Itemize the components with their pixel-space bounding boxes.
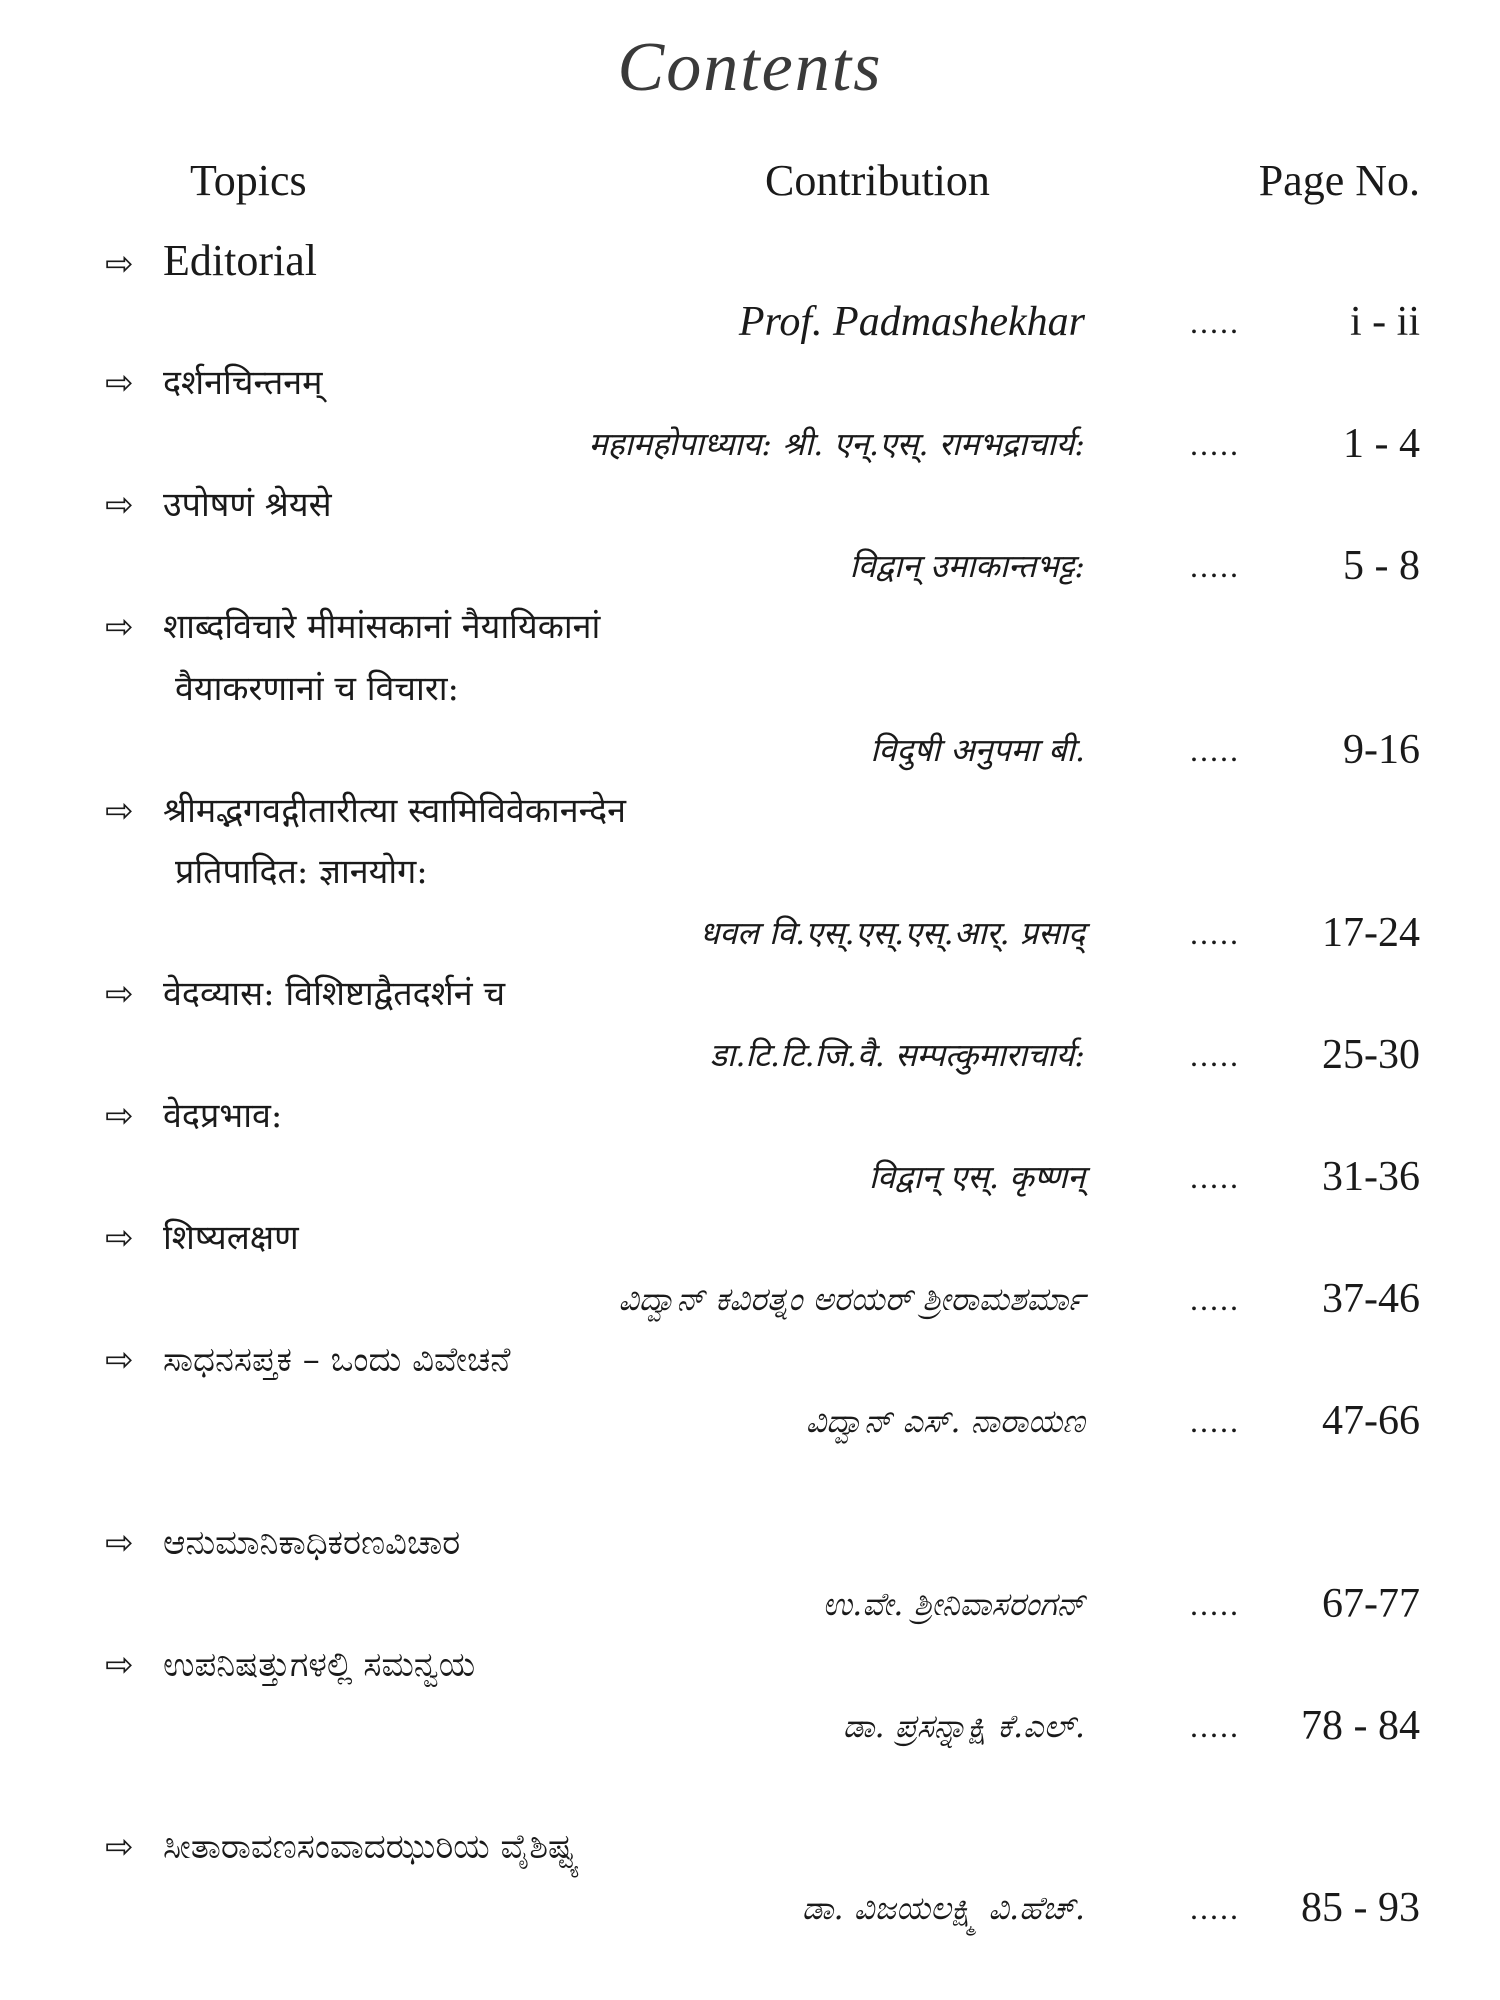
contributor-name: धवल वि.एस्.एस्.एस्.आर्. प्रसाद् — [699, 914, 1085, 952]
contributor-name: Prof. Padmashekhar — [738, 299, 1085, 345]
toc-entry-topic — [105, 236, 317, 286]
page-no-column-header: Page No. — [1258, 156, 1420, 205]
page-range: 17-24 — [1322, 910, 1420, 956]
page-range: 25-30 — [1322, 1032, 1420, 1078]
topic-title: ಆನುಮಾನಿಕಾಧಿಕರಣವಿಚಾರ — [163, 1523, 461, 1563]
arrow-icon: ⇨ — [105, 485, 134, 525]
page-range: 9-16 — [1343, 727, 1420, 773]
page-range: 1 - 4 — [1343, 421, 1420, 467]
arrow-icon: ⇨ — [105, 1523, 134, 1563]
contributor-name: ವಿದ್ವಾನ್ ಕವಿರತ್ನಂ ಅರಯರ್ ಶ್ರೀರಾಮಶರ್ಮಾ — [618, 1280, 1085, 1318]
topic-title-continued: वैयाकरणानां च विचारा: — [175, 669, 459, 709]
leader-dots: ..... — [1190, 426, 1240, 462]
toc-entry-topic — [105, 1335, 510, 1385]
topic-title: वेदव्यास: विशिष्टाद्वैतदर्शनं च — [163, 974, 506, 1014]
topic-title: श्रीमद्भगवद्गीतारीत्या स्वामिविवेकानन्देन — [163, 791, 627, 831]
topic-title: शिष्यलक्षण — [163, 1218, 299, 1258]
arrow-icon: ⇨ — [105, 363, 134, 403]
contributor-name: ವಿದ್ವಾನ್ ಎಸ್. ನಾರಾಯಣ — [805, 1402, 1085, 1440]
page-range: 67-77 — [1322, 1581, 1420, 1627]
leader-dots: ..... — [1190, 548, 1240, 584]
toc-entry-topic — [105, 602, 600, 652]
toc-entry-topic — [105, 969, 505, 1019]
page-range: 78 - 84 — [1301, 1703, 1420, 1749]
arrow-icon: ⇨ — [105, 1218, 134, 1258]
leader-dots: ..... — [1190, 1890, 1240, 1926]
topic-title: Editorial — [163, 236, 317, 285]
topics-column-header: Topics — [190, 156, 307, 205]
contributor-name: महामहोपाध्याय: श्री. एन्.एस्. रामभद्राचार्य: — [588, 425, 1085, 463]
toc-entry-topic — [105, 1640, 475, 1690]
arrow-icon: ⇨ — [105, 1096, 134, 1136]
page-range: 85 - 93 — [1301, 1885, 1420, 1931]
leader-dots: ..... — [1190, 304, 1240, 340]
leader-dots: ..... — [1190, 1708, 1240, 1744]
topic-title: ಉಪನಿಷತ್ತುಗಳಲ್ಲಿ ಸಮನ್ವಯ — [163, 1645, 476, 1685]
contributor-name: ಡಾ. ವಿಜಯಲಕ್ಷ್ಮಿ ವಿ.ಹೆಚ್. — [801, 1889, 1085, 1927]
arrow-icon: ⇨ — [105, 1340, 134, 1380]
page-range: 37-46 — [1322, 1276, 1420, 1322]
topic-title: ಸಾಧನಸಪ್ತಕ – ಒಂದು ವಿವೇಚನೆ — [163, 1340, 511, 1380]
page-range: 47-66 — [1322, 1398, 1420, 1444]
topic-title: वेदप्रभाव: — [163, 1096, 283, 1136]
page-range: i - ii — [1350, 299, 1420, 345]
contributor-name: विद्वान् एस्. कृष्णन् — [868, 1158, 1085, 1196]
toc-entry-topic — [105, 1213, 299, 1263]
toc-entry-topic — [105, 1822, 580, 1872]
arrow-icon: ⇨ — [105, 607, 134, 647]
toc-entry-topic — [105, 1518, 460, 1568]
contributor-name: विद्वान् उमाकान्तभट्ट: — [849, 547, 1085, 585]
arrow-icon: ⇨ — [105, 974, 134, 1014]
contributor-name: विदुषी अनुपमा बी. — [870, 731, 1085, 769]
topic-title: उपोषणं श्रेयसे — [163, 485, 332, 525]
contributor-name: डा.टि.टि.जि.वै. सम्पत्कुमाराचार्य: — [709, 1036, 1085, 1074]
leader-dots: ..... — [1190, 1037, 1240, 1073]
page-range: 5 - 8 — [1343, 543, 1420, 589]
leader-dots: ..... — [1190, 1281, 1240, 1317]
toc-entry-topic — [105, 358, 323, 408]
leader-dots: ..... — [1190, 732, 1240, 768]
toc-entry-topic — [105, 786, 626, 836]
topic-title-continued: प्रतिपादित: ज्ञानयोग: — [175, 852, 428, 892]
leader-dots: ..... — [1190, 915, 1240, 951]
contributor-name: ಡಾ. ಪ್ರಸನ್ನಾಕ್ಷಿ ಕೆ.ಎಲ್. — [842, 1707, 1085, 1745]
contribution-column-header: Contribution — [765, 156, 990, 205]
arrow-icon: ⇨ — [105, 244, 134, 284]
toc-entry-topic — [105, 480, 332, 530]
leader-dots: ..... — [1190, 1159, 1240, 1195]
leader-dots: ..... — [1190, 1586, 1240, 1622]
topic-title: दर्शनचिन्तनम् — [163, 363, 323, 403]
topic-title: ಸೀತಾರಾವಣಸಂವಾದಝುರಿಯ ವೈಶಿಷ್ಟ್ಯ — [163, 1827, 580, 1867]
arrow-icon: ⇨ — [105, 1827, 134, 1867]
leader-dots: ..... — [1190, 1403, 1240, 1439]
page-title: Contents — [617, 29, 883, 106]
arrow-icon: ⇨ — [105, 1645, 134, 1685]
toc-entry-topic — [105, 1091, 282, 1141]
page-range: 31-36 — [1322, 1154, 1420, 1200]
arrow-icon: ⇨ — [105, 791, 134, 831]
topic-title: शाब्दविचारे मीमांसकानां नैयायिकानां — [163, 607, 601, 647]
contributor-name: ಉ.ವೇ. ಶ್ರೀನಿವಾಸರಂಗನ್ — [822, 1585, 1085, 1623]
